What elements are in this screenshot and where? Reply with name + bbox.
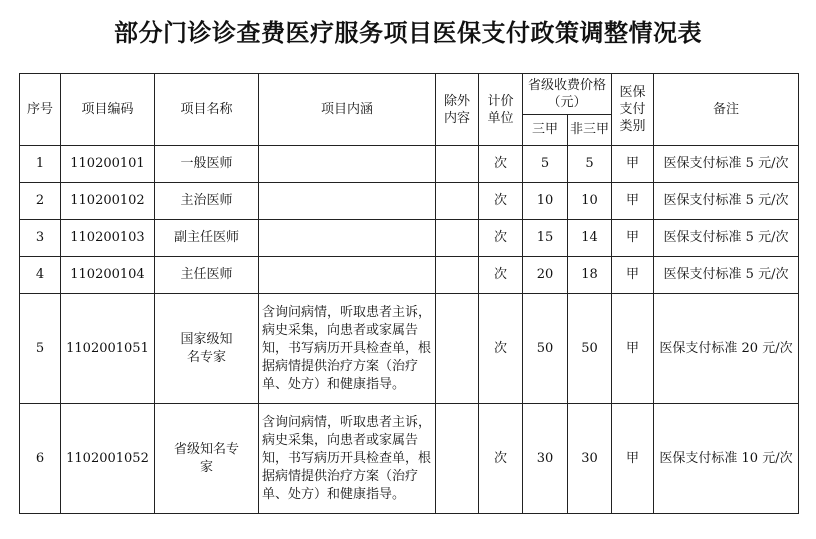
cell-unit: 次 xyxy=(479,183,523,220)
cell-unit: 次 xyxy=(479,220,523,257)
cell-name xyxy=(155,404,259,514)
cell-price-b: 50 xyxy=(568,294,612,404)
cell-unit: 次 xyxy=(479,257,523,294)
cell-price-b: 30 xyxy=(568,404,612,514)
cell-category: 甲 xyxy=(612,257,654,294)
cell-content xyxy=(259,257,436,294)
cell-excluded xyxy=(436,257,479,294)
cell-price-b: 10 xyxy=(568,183,612,220)
header-unit xyxy=(479,74,523,146)
cell-seq: 2 xyxy=(20,183,61,220)
header-row-1 xyxy=(20,74,799,115)
cell-remark: 医保支付标准 5 元/次 xyxy=(654,183,799,220)
cell-code: 1102001051 xyxy=(61,294,155,404)
cell-category: 甲 xyxy=(612,183,654,220)
cell-remark: 医保支付标准 20 元/次 xyxy=(654,294,799,404)
header-category xyxy=(612,74,654,146)
header-name: 项目名称 xyxy=(155,74,259,146)
cell-code: 110200101 xyxy=(61,146,155,183)
cell-price-a: 15 xyxy=(523,220,568,257)
cell-price-b: 14 xyxy=(568,220,612,257)
cell-remark: 医保支付标准 5 元/次 xyxy=(654,257,799,294)
header-seq: 序号 xyxy=(20,74,61,146)
cell-remark: 医保支付标准 5 元/次 xyxy=(654,146,799,183)
cell-category: 甲 xyxy=(612,404,654,514)
cell-code: 110200104 xyxy=(61,257,155,294)
cell-price-b: 5 xyxy=(568,146,612,183)
document-title: 部分门诊诊查费医疗服务项目医保支付政策调整情况表 xyxy=(114,19,702,47)
fee-policy-table xyxy=(19,73,799,514)
cell-seq: 3 xyxy=(20,220,61,257)
table-row xyxy=(20,220,799,257)
header-category-text: 医保支付类别 xyxy=(619,85,646,134)
cell-content xyxy=(259,220,436,257)
cell-name: 副主任医师 xyxy=(155,220,259,257)
cell-excluded xyxy=(436,183,479,220)
cell-price-a: 50 xyxy=(523,294,568,404)
cell-price-b: 18 xyxy=(568,257,612,294)
header-price-a: 三甲 xyxy=(523,115,568,146)
header-price-group-text: 省级收费价格（元） xyxy=(527,78,606,110)
cell-code: 110200103 xyxy=(61,220,155,257)
cell-code: 110200102 xyxy=(61,183,155,220)
table-row xyxy=(20,146,799,183)
cell-name: 主任医师 xyxy=(155,257,259,294)
header-price-group xyxy=(523,74,612,115)
cell-price-a: 20 xyxy=(523,257,568,294)
cell-content: 含询问病情，听取患者主诉，病史采集，向患者或家属告知，书写病历开具检查单，根据病情提供治疗方案（治疗单、处方）和健康指导。 xyxy=(259,404,436,514)
cell-name xyxy=(155,294,259,404)
cell-name: 主治医师 xyxy=(155,183,259,220)
cell-content: 含询问病情，听取患者主诉，病史采集，向患者或家属告知，书写病历开具检查单，根据病情提供治疗方案（治疗单、处方）和健康指导。 xyxy=(259,294,436,404)
cell-name-text: 省级知名专家 xyxy=(173,441,239,475)
cell-category: 甲 xyxy=(612,294,654,404)
cell-content xyxy=(259,146,436,183)
header-remark: 备注 xyxy=(654,74,799,146)
cell-content xyxy=(259,183,436,220)
header-content: 项目内涵 xyxy=(259,74,436,146)
cell-excluded xyxy=(436,404,479,514)
cell-unit: 次 xyxy=(479,404,523,514)
cell-category: 甲 xyxy=(612,146,654,183)
header-unit-text: 计价单位 xyxy=(487,93,514,126)
cell-category: 甲 xyxy=(612,220,654,257)
cell-name: 一般医师 xyxy=(155,146,259,183)
cell-excluded xyxy=(436,294,479,404)
header-code: 项目编码 xyxy=(61,74,155,146)
table-row xyxy=(20,257,799,294)
cell-price-a: 5 xyxy=(523,146,568,183)
table-row xyxy=(20,183,799,220)
cell-seq: 6 xyxy=(20,404,61,514)
cell-seq: 5 xyxy=(20,294,61,404)
cell-price-a: 10 xyxy=(523,183,568,220)
table-row xyxy=(20,294,799,404)
cell-seq: 4 xyxy=(20,257,61,294)
header-excluded xyxy=(436,74,479,146)
cell-remark: 医保支付标准 10 元/次 xyxy=(654,404,799,514)
cell-remark: 医保支付标准 5 元/次 xyxy=(654,220,799,257)
cell-excluded xyxy=(436,220,479,257)
cell-unit: 次 xyxy=(479,294,523,404)
cell-seq: 1 xyxy=(20,146,61,183)
table-row xyxy=(20,404,799,514)
cell-code: 1102001052 xyxy=(61,404,155,514)
header-price-b: 非三甲 xyxy=(568,115,612,146)
cell-price-a: 30 xyxy=(523,404,568,514)
cell-excluded xyxy=(436,146,479,183)
cell-unit: 次 xyxy=(479,146,523,183)
header-excluded-text: 除外内容 xyxy=(444,93,471,126)
cell-name-text: 国家级知名专家 xyxy=(180,331,233,365)
